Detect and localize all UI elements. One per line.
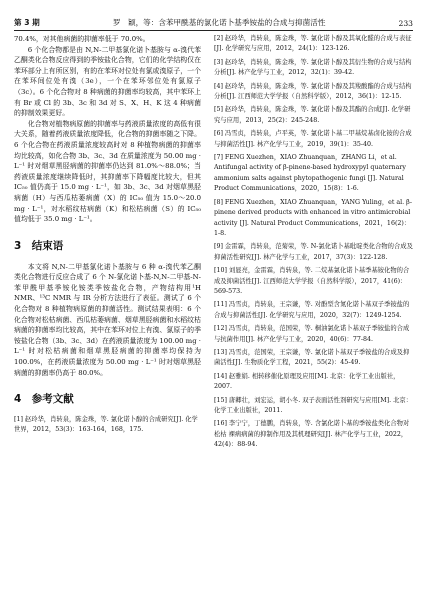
reference-item: [11] 冯雪贞，肖转泉，王宗谦，等. 对酚型含氮化诺卜基双子季铵盐的合成与抑菌活性[J]. 化学研究与应用，2020，32(7)：1249-1254. bbox=[214, 301, 410, 319]
reference-item: [2] 赵玲华，肖转泉，陈金珠，等. 氯化诺卜醇及其氧化醛的合成与表征[J]. 化学研究与应用，2012，24(1)：123-126. bbox=[214, 35, 412, 53]
reference-item: [6] 冯雪贞，肖转泉，卢平英，等. 氯化诺卜基二甲基烷基卤化铵的合成与抑菌活性[J]. 林产化学与工业，2019，39(1)：35-40. bbox=[214, 130, 412, 148]
running-header bbox=[14, 10, 413, 31]
reference-item: [10] 刘显亮，金雷霖，肖转泉，等. 二烷基氯化诺卜基季基铵化物的合成及抑菌活性[J]. 江西师范大学学报（自然科学版），2017，41(6)：569-573. bbox=[214, 267, 410, 295]
running-title: 罗 颖，等：含苯甲酰基的氯化诺卜基季铵盐的合成与抑菌活性 bbox=[112, 18, 326, 27]
reference-item: [1] 赵玲华，肖转泉，陈金珠，等. 氯化诺卜醇的合成研究[J]. 化学世界，2012，53(3)：163-164，168，175. bbox=[14, 416, 198, 434]
reference-item: [16] 李宁宁，丁德鹏，肖转泉，等. 含氯化诺卜基的季铵盐类化合物对松枯 裸病病菌的抑制作用及其机理研究[J]. 林产化学与工业，2022，42(4)：88-94. bbox=[214, 420, 410, 449]
reference-item: [15] 唐卿壮，刘宏运，胡小冬. 双子表面活性剂研究与应用[M]. 北京：化学工业出版社，2011. bbox=[214, 396, 413, 414]
conclusion-paragraph: 本文将 N,N-二甲基氯化诺卜基胺与 6 种 α-溴代苯乙酮类化合物进行反应合成了 6 个 N-氯化诺卜基-N,N-二甲基-N-苯甲酰甲基季铵化铵类季铵盐化合物，产物结构用¹H NMR、¹³C NMR 与 IR 分析方法进行了表征。测试了 6 个化合物对 8 种植物病原菌的抑菌活性。测试结果表明：6 个化合物对松枯病菌、西瓜枯萎病菌、烟草黑胫病菌和水稻纹枯病菌的抑菌率均比较高，其中在苯环对位上有溴、氯原子的季铵盐化合物（3b、3c、3d）在药液质量浓度为 100.00 mg · L⁻¹ 时对松枯病菌和烟草黑胫病菌的抑菌率均保持为 100.0%，在药液质量浓度为 50.00 mg · L⁻¹ 时对烟草黑胫病菌的抑菌率仍高于 80.0%。 bbox=[14, 262, 201, 377]
reference-item: [14] 赵雅娟. 相转移催化原理及应用[M]. 北京：化学工业出版社，2007. bbox=[214, 372, 400, 391]
body-paragraph: 化合物对植物病原菌的抑菌率与药液质量浓度的高低有很大关系，随着药液质量浓度降低，化合物的抑菌率随之下降。6 个化合物在药液质量浓度较高时对 8 种植物病菌的抑菌率均比较高，如化合物 3b、3c、3d 在质量浓度为 50.00 mg · L⁻¹ 时对烟草黑胫病菌的抑菌率仍达到 81.0%～88.0%；当药液质量浓度继续降低时，其抑菌率下降幅度比较大，但其 IC₅₀ 值仍高于 15.0 mg · L⁻¹，如 3b、3c、3d 对烟草黑胫病菌（H）与西瓜枯萎病菌（X）的 IC₅₀ 值为 15.0～20.0 mg · L⁻¹，对水稻纹枯病菌（K）和松枯病菌（S）的 IC₅₀ 值均低于 35.0 mg · L⁻¹。 bbox=[14, 119, 201, 224]
reference-item: [9] 金雷霖，肖转泉，范菊荣，等. N-氯化诺卜基吡啶类化合物的合成及抑菌活性研究[J]. 林产化学与工业，2017，37(3)：122-128. bbox=[214, 243, 413, 261]
reference-item: [13] 冯雪贞，范国荣，王宗谦，等. 氯化诺卜基双子季铵盐的合成及抑菌活性[J]. 生物质化学工程，2021，55(2)：45-49. bbox=[214, 348, 410, 367]
page-number: 233 bbox=[398, 19, 413, 28]
reference-item: [3] 赵玲华，肖转泉，陈金珠，等. 氯化诺卜醇及其衍生物的合成与结构分析[J]. 林产化学与工业，2012，32(1)：39-42. bbox=[214, 58, 412, 77]
reference-item: [7] FENG Xuezhen，XIAO Zhuanquan，ZHANG Li，et al. Antifungal activity of β-pinene-based hydroxypyl quaternary ammonium salts against phytopathogenic fungi [J]. Natural Product Communications，2020，15(8)：1-6. bbox=[214, 154, 406, 193]
two-column-body bbox=[14, 34, 413, 597]
reference-item: [4] 赵玲华，肖转泉，陈金珠，等. 氯化诺卜醇及其羧酸酯的合成与结构分析[J]. 江西师范大学学报（自然科学版），2012，36(1)：12-15. bbox=[214, 82, 412, 101]
reference-item: [8] FENG Xuezhen，XIAO Zhuanquan，YANG Yuling，et al. β-pinene derived products with enhanced in vitro antimicrobial activity [J]. Natural Product Communications，2021，16(2)：1-8. bbox=[214, 198, 412, 237]
section-heading-conclusion: 3 结束语 bbox=[14, 239, 64, 252]
body-paragraph: 6 个化合物都是由 N,N-二甲基氯化诺卜基胺与 α-溴代苯乙酮类化合物反应得到的季铵盐化合物，它们的化学结构仅在苯环部分上有所区别，有的在苯环对位处有氯或溴原子，一个在苯环间位处有溴（3e），一个在苯环邻位处有氯原子（3c）。6 个化合物对 8 种病菌的抑菌率均较高，其中苯环上有 Br 或 Cl 的 3b、3c 和 3d 对 S、X、H、K 这 4 种病菌的抑制效果更好。 bbox=[14, 45, 201, 118]
left-column bbox=[14, 34, 201, 597]
right-column bbox=[214, 34, 413, 597]
section-heading-references: 4 参考文献 bbox=[14, 393, 74, 406]
body-paragraph: 70.4%，对其他病菌的抑菌率低于 70.0%。 bbox=[14, 35, 150, 43]
reference-item: [12] 冯雪贞，肖转泉，范国荣，等. 桐油氯化诺卜基双子季铵盐的合成与抗菌作用[J]. 林产化学与工业，2020，40(6)：77-84. bbox=[214, 325, 410, 343]
issue-label: 第 3 期 bbox=[14, 18, 40, 27]
reference-item: [5] 赵玲华，肖转泉，陈金珠，等. 氯化诺卜醇及其酯的合成[J]. 化学研究与应用，2013，25(2)：245-248. bbox=[214, 106, 411, 124]
